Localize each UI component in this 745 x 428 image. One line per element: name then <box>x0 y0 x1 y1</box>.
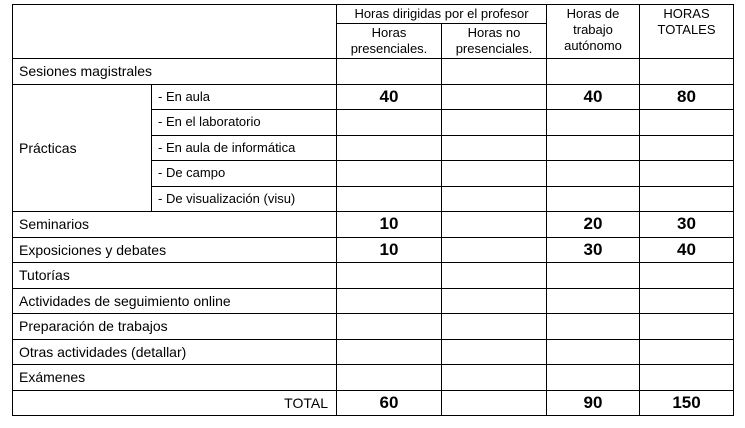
cell-presenciales <box>337 161 442 187</box>
table-row <box>13 212 734 238</box>
row-label: Preparación de trabajos <box>13 314 337 340</box>
cell-presenciales <box>337 135 442 161</box>
cell-autonomo <box>547 161 640 187</box>
row-label: Seminarios <box>13 212 337 238</box>
row-label: Exposiciones y debates <box>13 237 337 263</box>
cell-no-presenciales <box>442 314 547 340</box>
cell-no-presenciales <box>442 186 547 212</box>
hours-table <box>12 4 734 416</box>
cell-presenciales <box>337 186 442 212</box>
cell-autonomo: 30 <box>547 237 640 263</box>
table-row <box>13 59 734 85</box>
table-row <box>13 263 734 289</box>
cell-autonomo: 20 <box>547 212 640 238</box>
header-autonomo: Horas de trabajo autónomo <box>547 5 640 59</box>
total-no-presenciales <box>442 390 547 416</box>
cell-autonomo <box>547 288 640 314</box>
row-label: Otras actividades (detallar) <box>13 339 337 365</box>
table-row <box>13 339 734 365</box>
total-label: TOTAL <box>13 390 337 416</box>
practicas-label: Prácticas <box>13 84 152 212</box>
cell-autonomo <box>547 59 640 85</box>
cell-autonomo <box>547 263 640 289</box>
header-no-presenciales: Horas no presenciales. <box>442 24 547 59</box>
cell-presenciales <box>337 365 442 391</box>
cell-presenciales <box>337 314 442 340</box>
cell-no-presenciales <box>442 365 547 391</box>
cell-presenciales: 10 <box>337 212 442 238</box>
cell-autonomo: 40 <box>547 84 640 110</box>
table-row <box>13 84 734 110</box>
cell-total <box>640 110 734 136</box>
cell-no-presenciales <box>442 339 547 365</box>
cell-no-presenciales <box>442 237 547 263</box>
row-label: - En aula de informática <box>152 135 337 161</box>
total-row <box>13 390 734 416</box>
table-row <box>13 314 734 340</box>
total-horas: 150 <box>640 390 734 416</box>
cell-total <box>640 288 734 314</box>
header-totales: HORAS TOTALES <box>640 5 734 59</box>
row-label: Actividades de seguimiento online <box>13 288 337 314</box>
cell-total: 30 <box>640 212 734 238</box>
cell-presenciales: 40 <box>337 84 442 110</box>
cell-total <box>640 59 734 85</box>
cell-no-presenciales <box>442 263 547 289</box>
cell-total <box>640 186 734 212</box>
row-label: Exámenes <box>13 365 337 391</box>
row-label: - En aula <box>152 84 337 110</box>
header-presenciales: Horas presenciales. <box>337 24 442 59</box>
cell-no-presenciales <box>442 135 547 161</box>
cell-autonomo <box>547 110 640 136</box>
cell-presenciales <box>337 110 442 136</box>
cell-autonomo <box>547 186 640 212</box>
cell-autonomo <box>547 365 640 391</box>
table-row <box>13 288 734 314</box>
total-presenciales: 60 <box>337 390 442 416</box>
cell-presenciales <box>337 339 442 365</box>
cell-total: 40 <box>640 237 734 263</box>
cell-total <box>640 339 734 365</box>
cell-no-presenciales <box>442 59 547 85</box>
cell-no-presenciales <box>442 161 547 187</box>
cell-total <box>640 263 734 289</box>
cell-no-presenciales <box>442 212 547 238</box>
cell-no-presenciales <box>442 288 547 314</box>
total-autonomo: 90 <box>547 390 640 416</box>
header-blank-cell <box>13 5 337 59</box>
cell-autonomo <box>547 314 640 340</box>
header-row-1 <box>13 5 734 24</box>
row-label: - De visualización (visu) <box>152 186 337 212</box>
cell-total: 80 <box>640 84 734 110</box>
cell-total <box>640 161 734 187</box>
cell-total <box>640 314 734 340</box>
cell-autonomo <box>547 339 640 365</box>
cell-presenciales <box>337 263 442 289</box>
cell-presenciales: 10 <box>337 237 442 263</box>
table-row <box>13 365 734 391</box>
cell-autonomo <box>547 135 640 161</box>
cell-total <box>640 135 734 161</box>
cell-no-presenciales <box>442 84 547 110</box>
cell-presenciales <box>337 288 442 314</box>
row-label: Tutorías <box>13 263 337 289</box>
cell-presenciales <box>337 59 442 85</box>
table-row <box>13 237 734 263</box>
header-group-title: Horas dirigidas por el profesor <box>337 5 547 24</box>
row-label: Sesiones magistrales <box>13 59 337 85</box>
row-label: - De campo <box>152 161 337 187</box>
cell-total <box>640 365 734 391</box>
cell-no-presenciales <box>442 110 547 136</box>
row-label: - En el laboratorio <box>152 110 337 136</box>
